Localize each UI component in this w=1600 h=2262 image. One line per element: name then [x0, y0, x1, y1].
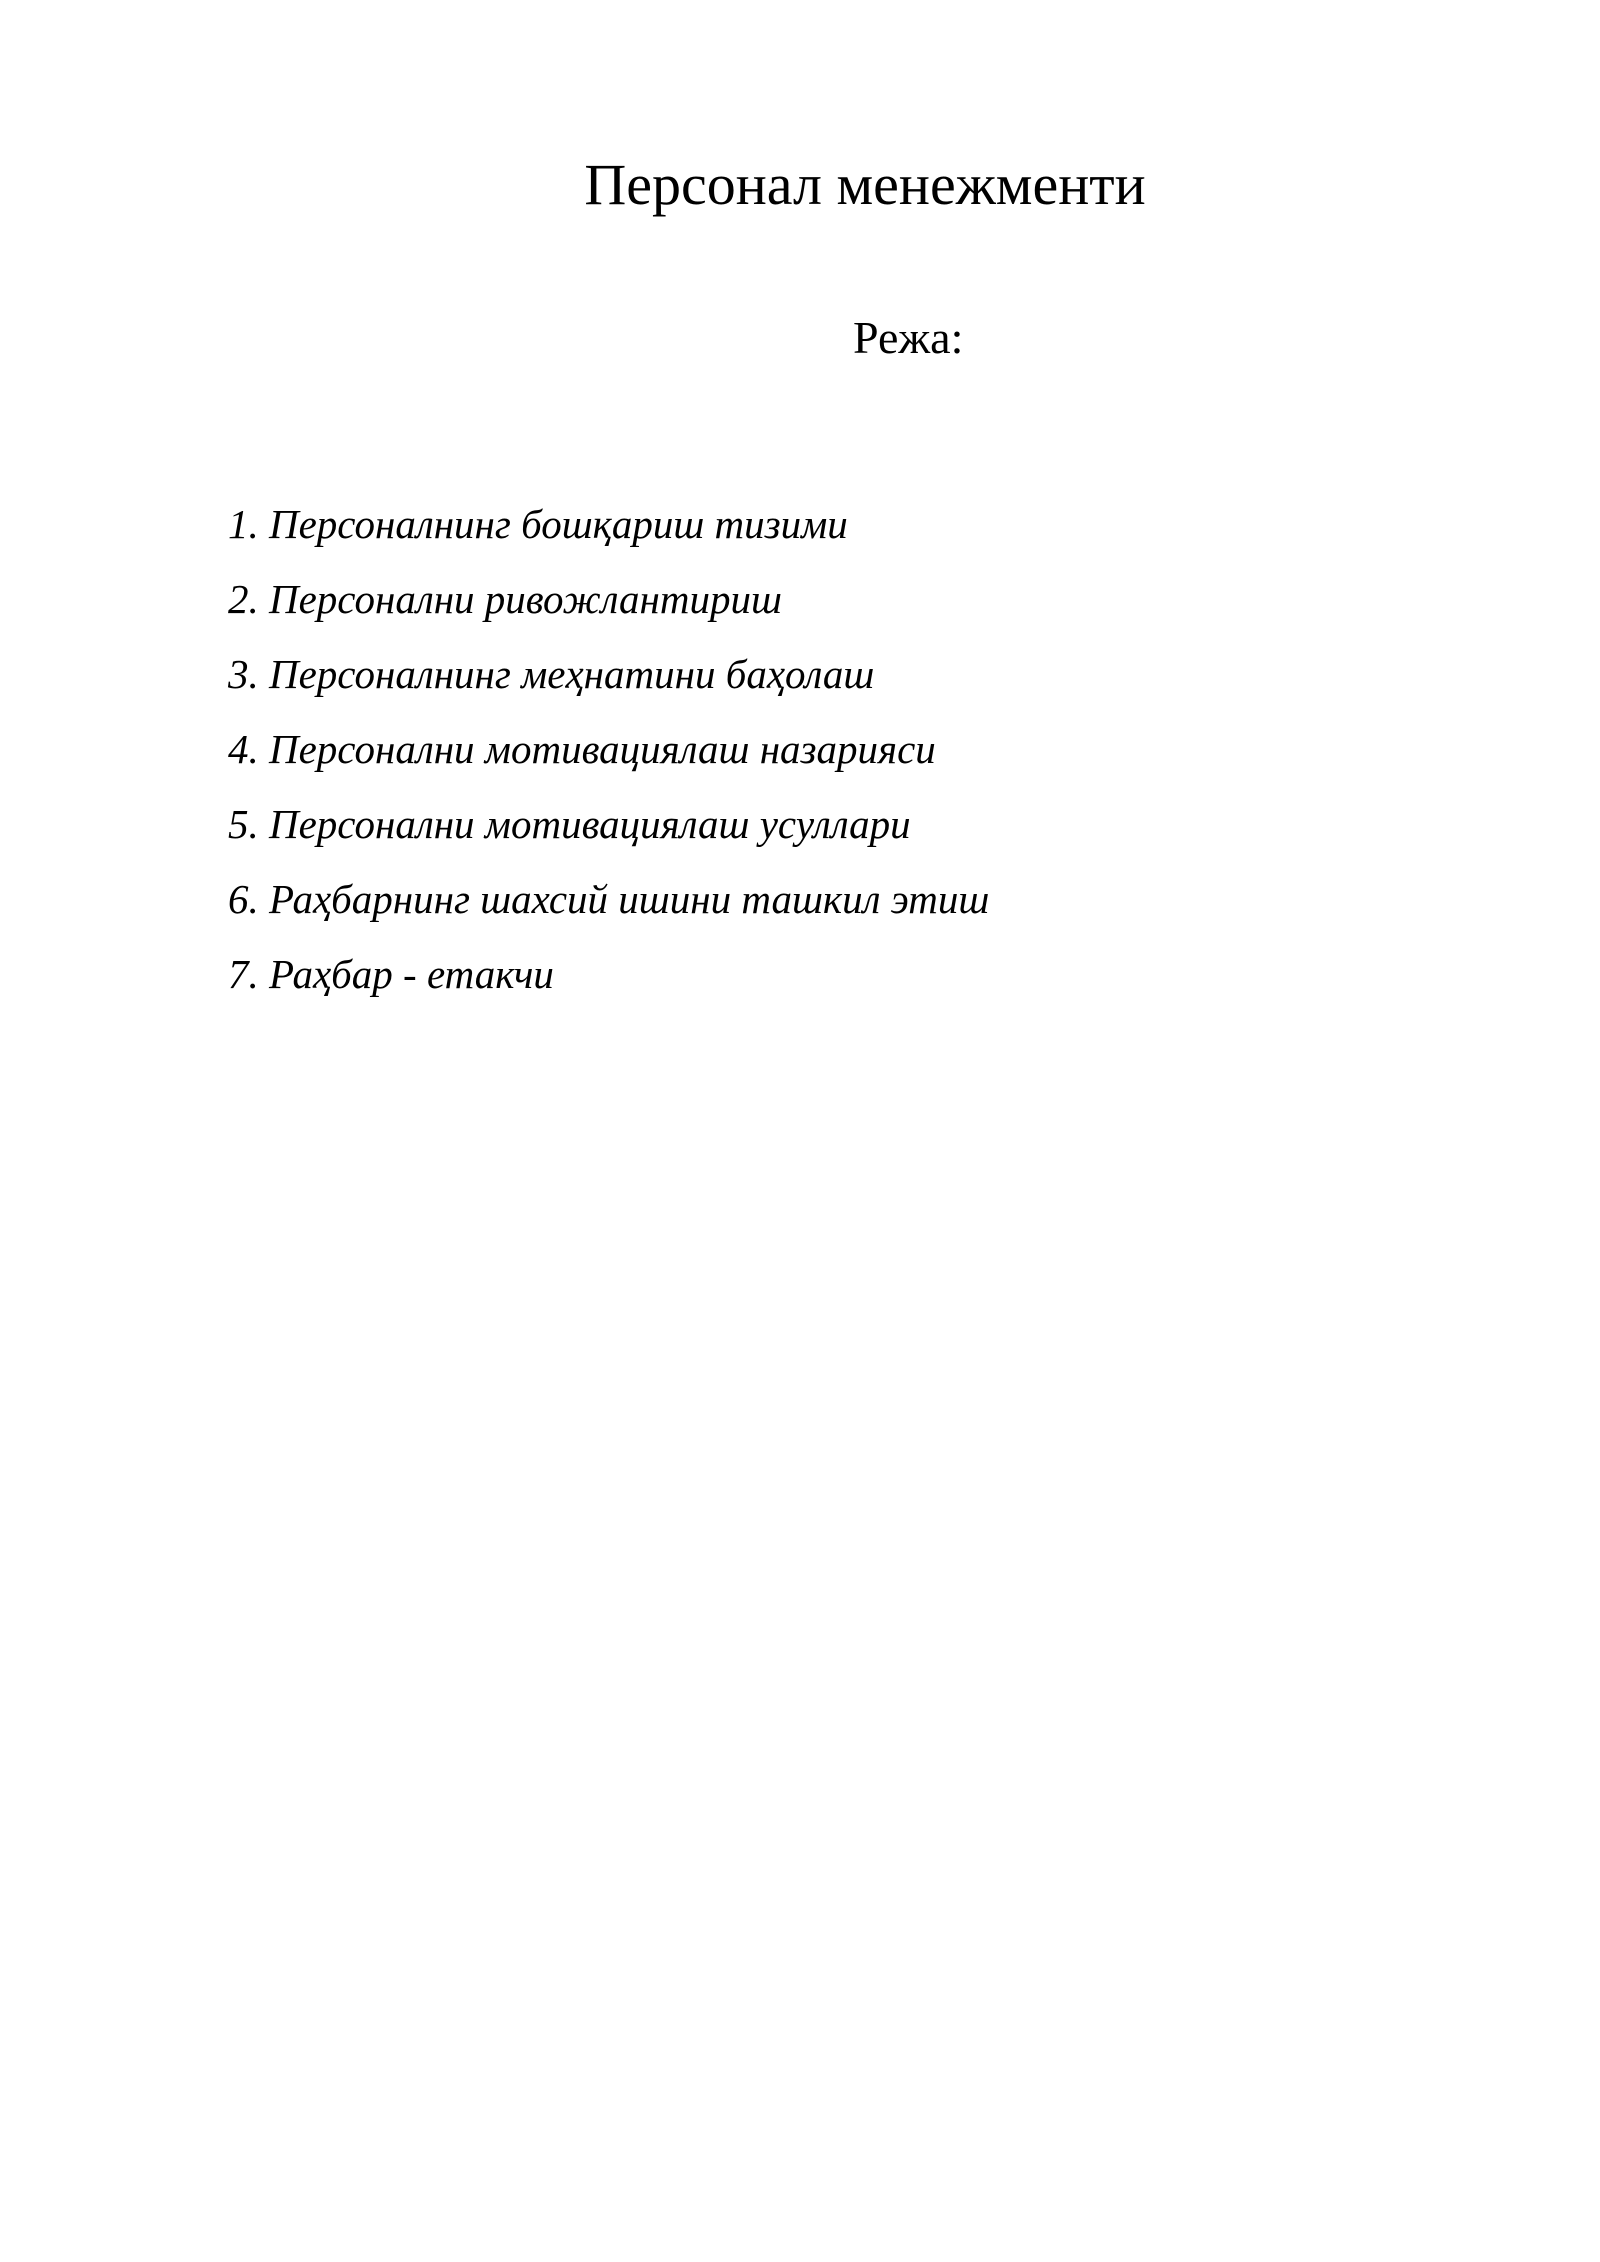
plan-list	[228, 487, 989, 1012]
page-title: Персонал менежменти	[584, 152, 1146, 217]
plan-item-7: 7. Раҳбар - етакчи	[228, 951, 554, 997]
plan-item-5: 5. Персонални мотивациялаш усуллари	[228, 801, 911, 847]
plan-item-3: 3. Персоналнинг меҳнатини баҳолаш	[228, 651, 875, 697]
plan-heading: Режа:	[853, 312, 964, 363]
plan-item-6: 6. Раҳбарнинг шахсий ишини ташкил этиш	[228, 876, 990, 922]
plan-item-1: 1. Персоналнинг бошқариш тизими	[228, 501, 848, 547]
plan-item-4: 4. Персонални мотивациялаш назарияси	[228, 726, 936, 772]
plan-item-2: 2. Персонални ривожлантириш	[228, 576, 782, 622]
